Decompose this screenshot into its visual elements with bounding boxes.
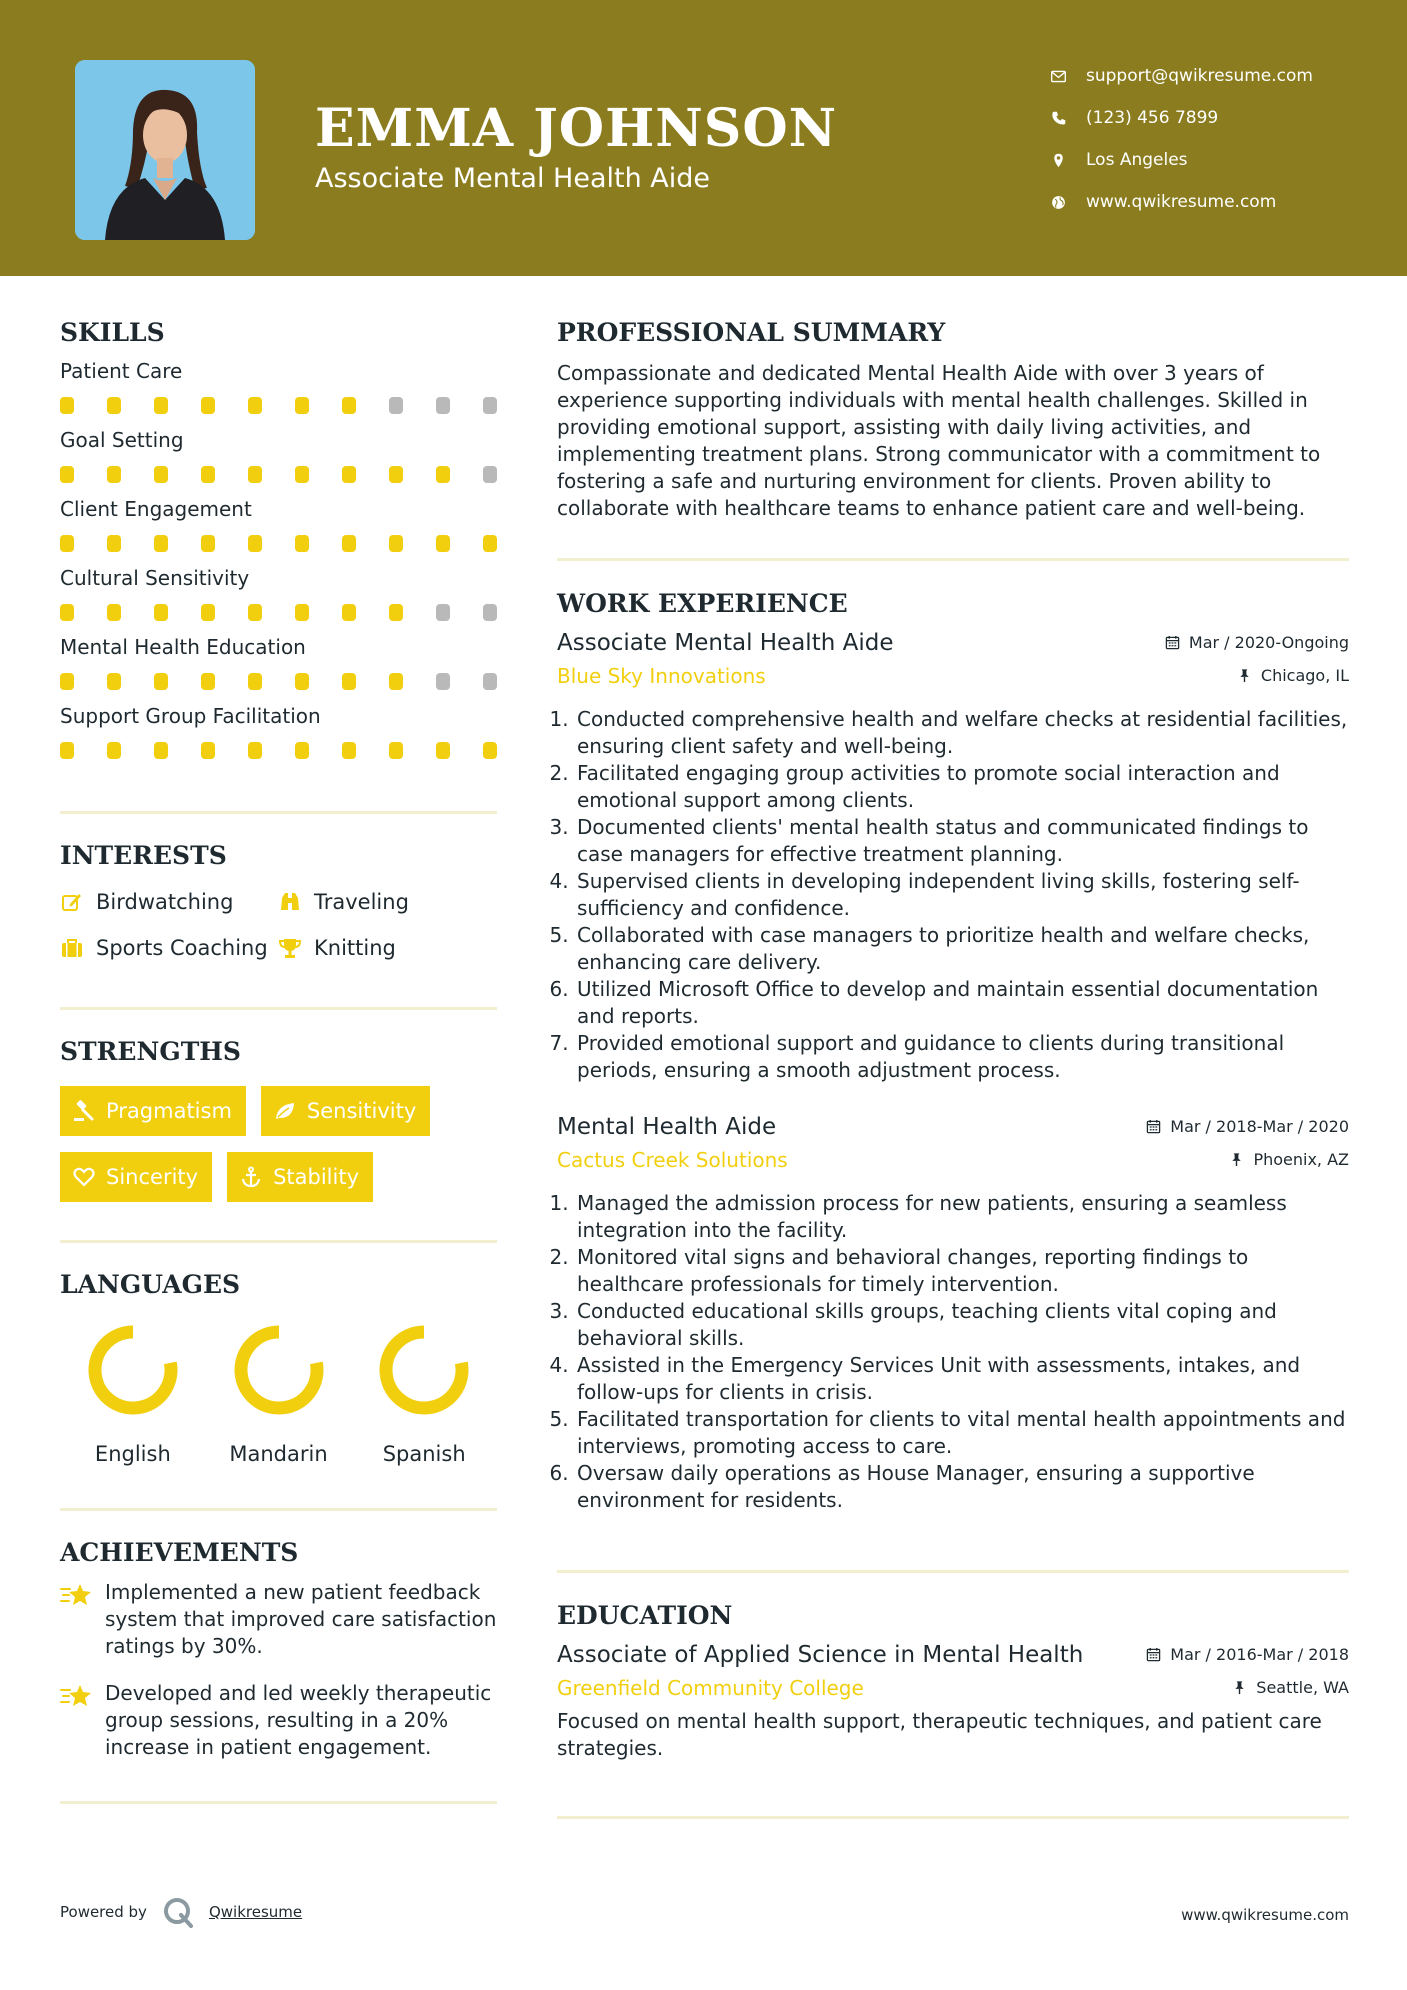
skill-dot-filled xyxy=(107,466,121,483)
skill-dot-filled xyxy=(107,535,121,552)
language-gauge-arc xyxy=(386,1332,462,1408)
pencil-square-icon xyxy=(60,890,84,914)
pushpin-icon xyxy=(1237,668,1252,683)
calendar-icon xyxy=(1165,635,1180,650)
language-item xyxy=(351,1324,497,1466)
section-divider xyxy=(60,1508,497,1511)
achievements-section xyxy=(60,1538,497,1761)
job-dates xyxy=(1146,1117,1349,1136)
job-bullet: 3. Conducted educational skills groups, teaching clients vital coping and behavioral skills. xyxy=(575,1298,1349,1352)
interest-label: Traveling xyxy=(314,890,409,914)
skill-dot-filled xyxy=(342,535,356,552)
skill-dot-filled xyxy=(154,397,168,414)
skill-dot-empty xyxy=(436,397,450,414)
skill-dot-filled xyxy=(295,397,309,414)
skill-item xyxy=(60,497,497,552)
contact-website-text: www.qwikresume.com xyxy=(1086,192,1277,212)
skill-dot-filled xyxy=(60,742,74,759)
left-column xyxy=(60,318,497,1804)
education-location-text: Seattle, WA xyxy=(1256,1678,1349,1697)
skill-item xyxy=(60,428,497,483)
skill-dot-filled xyxy=(248,397,262,414)
skill-item xyxy=(60,359,497,414)
skill-dot-filled xyxy=(154,742,168,759)
footer-site[interactable]: www.qwikresume.com xyxy=(1181,1906,1349,1924)
skill-dot-filled xyxy=(60,673,74,690)
job-bullet: 3. Documented clients' mental health status and communicated findings to case managers for effective treatment planning. xyxy=(575,814,1349,868)
skill-dot-filled xyxy=(389,742,403,759)
skill-dot-filled xyxy=(389,604,403,621)
interest-item xyxy=(60,936,278,960)
language-item xyxy=(60,1324,206,1466)
skill-dot-filled xyxy=(389,466,403,483)
anchor-icon xyxy=(239,1165,263,1189)
skill-dot-filled xyxy=(483,742,497,759)
calendar-icon xyxy=(1146,1647,1161,1662)
strength-label: Sincerity xyxy=(106,1165,199,1189)
job-bullet: 6. Oversaw daily operations as House Manager, ensuring a supportive environment for residents. xyxy=(575,1460,1349,1514)
skill-rating xyxy=(60,604,497,621)
languages-section xyxy=(60,1270,497,1466)
interest-label: Birdwatching xyxy=(96,890,234,914)
skill-dot-filled xyxy=(154,604,168,621)
job-header xyxy=(557,1114,1349,1140)
job-location-text: Chicago, IL xyxy=(1260,666,1349,685)
job-location xyxy=(1237,666,1349,685)
skill-dot-filled xyxy=(295,466,309,483)
education-section xyxy=(557,1601,1349,1762)
briefcase-icon xyxy=(60,936,84,960)
achievement-item xyxy=(60,1680,497,1761)
skill-dot-filled xyxy=(248,673,262,690)
skill-dot-filled xyxy=(342,673,356,690)
job-location xyxy=(1229,1150,1349,1169)
skill-dot-filled xyxy=(154,466,168,483)
skill-dot-filled xyxy=(107,742,121,759)
skill-label: Patient Care xyxy=(60,359,183,383)
globe-icon xyxy=(1050,194,1086,211)
skills-list xyxy=(60,359,497,759)
contact-location xyxy=(1050,139,1390,181)
skill-label: Client Engagement xyxy=(60,497,252,521)
job-entry xyxy=(557,630,1349,1084)
skill-dot-empty xyxy=(483,466,497,483)
skill-dot-filled xyxy=(154,673,168,690)
skill-dot-filled xyxy=(295,673,309,690)
job-dates-text: Mar / 2018-Mar / 2020 xyxy=(1170,1117,1349,1136)
skill-dot-filled xyxy=(342,397,356,414)
section-divider xyxy=(60,1240,497,1243)
profile-photo-image xyxy=(75,60,255,240)
job-role: Mental Health Aide xyxy=(557,1114,777,1140)
job-bullet: 7. Provided emotional support and guidance to clients during transitional periods, ensuring a smooth adjustment process. xyxy=(575,1030,1349,1084)
contact-email[interactable] xyxy=(1050,55,1390,97)
achievement-text: Developed and led weekly therapeutic group sessions, resulting in a 20% increase in patient engagement. xyxy=(105,1681,492,1759)
job-subheader xyxy=(557,664,1349,688)
language-gauge xyxy=(233,1324,325,1416)
job-entry xyxy=(557,1114,1349,1514)
skill-label: Mental Health Education xyxy=(60,635,306,659)
skill-rating xyxy=(60,397,497,414)
skill-item xyxy=(60,566,497,621)
skill-item xyxy=(60,635,497,690)
section-divider xyxy=(60,1007,497,1010)
job-dates xyxy=(1165,633,1349,652)
education-dates-text: Mar / 2016-Mar / 2018 xyxy=(1170,1645,1349,1664)
summary-text: Compassionate and dedicated Mental Health Aide with over 3 years of experience supporting individuals with mental health challenges. Skilled in providing emotional support, assisting with daily living activities, and implementing treatment plans. Strong communicator with a commitment to fostering a safe and nurturing environment for clients. Proven ability to collaborate with healthcare teams to enhance patient care and well-being. xyxy=(557,361,1321,520)
language-label: English xyxy=(94,1442,171,1466)
powered-by-text: Powered by xyxy=(60,1903,147,1921)
achievements-title: ACHIEVEMENTS xyxy=(60,1538,299,1567)
interest-label: Sports Coaching xyxy=(96,936,268,960)
strengths-title: STRENGTHS xyxy=(60,1037,241,1066)
skill-rating xyxy=(60,535,497,552)
job-bullets xyxy=(557,1190,1349,1514)
interests-list xyxy=(60,890,497,960)
strength-badge xyxy=(227,1152,373,1202)
trophy-icon xyxy=(278,936,302,960)
skill-dot-empty xyxy=(483,604,497,621)
skill-dot-filled xyxy=(342,466,356,483)
job-company: Cactus Creek Solutions xyxy=(557,1148,788,1172)
interest-item xyxy=(60,890,278,914)
strength-label: Pragmatism xyxy=(106,1099,232,1123)
skill-dot-filled xyxy=(60,397,74,414)
language-item xyxy=(206,1324,352,1466)
strength-label: Sensitivity xyxy=(306,1099,417,1123)
skill-dot-filled xyxy=(201,742,215,759)
interests-section xyxy=(60,841,497,960)
pushpin-icon xyxy=(1229,1152,1244,1167)
language-gauge-arc xyxy=(95,1332,171,1408)
job-header xyxy=(557,630,1349,656)
strength-badge xyxy=(261,1086,430,1136)
skill-dot-filled xyxy=(295,742,309,759)
job-bullet: 2. Monitored vital signs and behavioral changes, reporting findings to healthcare professionals for timely intervention. xyxy=(575,1244,1349,1298)
skill-label: Support Group Facilitation xyxy=(60,704,321,728)
skills-section xyxy=(60,318,497,759)
job-bullets xyxy=(557,706,1349,1084)
leaf-icon xyxy=(273,1099,297,1123)
skill-dot-filled xyxy=(248,535,262,552)
strengths-list xyxy=(60,1086,497,1202)
skill-dot-filled xyxy=(201,535,215,552)
skill-dot-filled xyxy=(201,397,215,414)
skill-dot-empty xyxy=(483,397,497,414)
skill-dot-filled xyxy=(154,535,168,552)
skill-dot-filled xyxy=(295,604,309,621)
skill-dot-filled xyxy=(60,604,74,621)
shooting-star-icon xyxy=(60,1681,94,1711)
skill-dot-empty xyxy=(389,397,403,414)
skill-dot-filled xyxy=(248,604,262,621)
education-description: Focused on mental health support, therapeutic techniques, and patient care strategies. xyxy=(557,1709,1322,1760)
job-bullet: 6. Utilized Microsoft Office to develop and maintain essential documentation and reports. xyxy=(575,976,1349,1030)
section-divider xyxy=(60,811,497,814)
skill-dot-filled xyxy=(107,673,121,690)
candidate-title: Associate Mental Health Aide xyxy=(315,163,710,194)
language-gauge-arc xyxy=(241,1332,317,1408)
job-bullet: 1. Conducted comprehensive health and welfare checks at residential facilities, ensuring client safety and well-being. xyxy=(575,706,1349,760)
summary-section xyxy=(557,318,1349,522)
skill-dot-filled xyxy=(60,466,74,483)
section-divider xyxy=(557,1816,1349,1819)
skill-label: Cultural Sensitivity xyxy=(60,566,250,590)
skill-dot-filled xyxy=(436,466,450,483)
job-dates-text: Mar / 2020-Ongoing xyxy=(1188,633,1349,652)
education-school: Greenfield Community College xyxy=(557,1676,864,1700)
skill-rating xyxy=(60,466,497,483)
footer-powered-by xyxy=(60,1895,302,1929)
contact-phone[interactable] xyxy=(1050,97,1390,139)
education-header xyxy=(557,1642,1349,1668)
pushpin-icon xyxy=(1232,1680,1247,1695)
profile-photo xyxy=(75,60,255,240)
education-subheader xyxy=(557,1676,1349,1700)
qwikresume-logo-icon xyxy=(161,1895,195,1929)
job-company: Blue Sky Innovations xyxy=(557,664,766,688)
resume-header xyxy=(0,0,1407,276)
skill-dot-empty xyxy=(483,673,497,690)
skill-dot-filled xyxy=(389,535,403,552)
skill-dot-filled xyxy=(201,466,215,483)
skill-dot-filled xyxy=(107,604,121,621)
language-gauge xyxy=(378,1324,470,1416)
skill-dot-filled xyxy=(201,673,215,690)
job-subheader xyxy=(557,1148,1349,1172)
skill-item xyxy=(60,704,497,759)
achievement-item xyxy=(60,1579,497,1660)
section-divider xyxy=(557,1570,1349,1573)
skill-dot-filled xyxy=(201,604,215,621)
interest-item xyxy=(278,936,497,960)
strength-badge xyxy=(60,1152,212,1202)
right-column xyxy=(557,318,1349,1819)
skill-dot-empty xyxy=(436,604,450,621)
job-role: Associate Mental Health Aide xyxy=(557,630,894,656)
language-label: Mandarin xyxy=(229,1442,328,1466)
skill-dot-empty xyxy=(436,673,450,690)
achievements-list xyxy=(60,1579,497,1761)
skill-label: Goal Setting xyxy=(60,428,184,452)
interests-title: INTERESTS xyxy=(60,841,227,870)
languages-title: LANGUAGES xyxy=(60,1270,241,1299)
education-title: EDUCATION xyxy=(557,1601,733,1630)
skill-dot-filled xyxy=(436,535,450,552)
phone-icon xyxy=(1050,110,1086,127)
contact-website[interactable] xyxy=(1050,181,1390,223)
skill-rating xyxy=(60,742,497,759)
language-label: Spanish xyxy=(382,1442,466,1466)
contact-location-text: Los Angeles xyxy=(1086,150,1188,170)
languages-list xyxy=(60,1324,497,1466)
candidate-name: EMMA JOHNSON xyxy=(315,98,838,159)
job-bullet: 1. Managed the admission process for new patients, ensuring a seamless integration into the facility. xyxy=(575,1190,1349,1244)
job-bullet: 4. Assisted in the Emergency Services Unit with assessments, intakes, and follow-ups for clients in crisis. xyxy=(575,1352,1349,1406)
skill-dot-filled xyxy=(295,535,309,552)
map-pin-icon xyxy=(1050,152,1086,169)
shooting-star-icon xyxy=(60,1580,94,1610)
gavel-icon xyxy=(72,1099,96,1123)
contact-list xyxy=(1050,55,1390,223)
skill-dot-filled xyxy=(107,397,121,414)
education-degree: Associate of Applied Science in Mental Health xyxy=(557,1642,1084,1668)
interest-label: Knitting xyxy=(314,936,396,960)
interest-item xyxy=(278,890,497,914)
experience-title: WORK EXPERIENCE xyxy=(557,589,848,618)
envelope-icon xyxy=(1050,68,1086,85)
skill-dot-filled xyxy=(60,535,74,552)
heart-icon xyxy=(72,1165,96,1189)
qwikresume-link[interactable]: Qwikresume xyxy=(208,1903,303,1921)
skill-dot-filled xyxy=(483,535,497,552)
experience-section xyxy=(557,589,1349,1514)
job-location-text: Phoenix, AZ xyxy=(1253,1150,1349,1169)
skill-dot-filled xyxy=(248,466,262,483)
skill-rating xyxy=(60,673,497,690)
skill-dot-filled xyxy=(342,604,356,621)
section-divider xyxy=(60,1801,497,1804)
skill-dot-filled xyxy=(248,742,262,759)
skill-dot-filled xyxy=(342,742,356,759)
contact-phone-text: (123) 456 7899 xyxy=(1086,108,1219,128)
skills-title: SKILLS xyxy=(60,318,165,347)
summary-title: PROFESSIONAL SUMMARY xyxy=(557,318,946,347)
achievement-text: Implemented a new patient feedback system that improved care satisfaction ratings by 30%. xyxy=(105,1580,497,1658)
binoculars-icon xyxy=(278,890,302,914)
education-dates xyxy=(1146,1645,1349,1664)
strength-label: Stability xyxy=(273,1165,360,1189)
skill-dot-filled xyxy=(436,742,450,759)
job-bullet: 2. Facilitated engaging group activities to promote social interaction and emotional support among clients. xyxy=(575,760,1349,814)
strength-badge xyxy=(60,1086,246,1136)
strengths-section xyxy=(60,1037,497,1202)
section-divider xyxy=(557,558,1349,561)
calendar-icon xyxy=(1146,1119,1161,1134)
job-bullet: 4. Supervised clients in developing independent living skills, fostering self-sufficiency and confidence. xyxy=(575,868,1349,922)
job-bullet: 5. Facilitated transportation for clients to vital mental health appointments and interviews, promoting access to care. xyxy=(575,1406,1349,1460)
skill-dot-filled xyxy=(389,673,403,690)
education-location xyxy=(1232,1678,1349,1697)
contact-email-text: support@qwikresume.com xyxy=(1086,66,1313,86)
language-gauge xyxy=(87,1324,179,1416)
job-bullet: 5. Collaborated with case managers to prioritize health and welfare checks, enhancing care delivery. xyxy=(575,922,1349,976)
